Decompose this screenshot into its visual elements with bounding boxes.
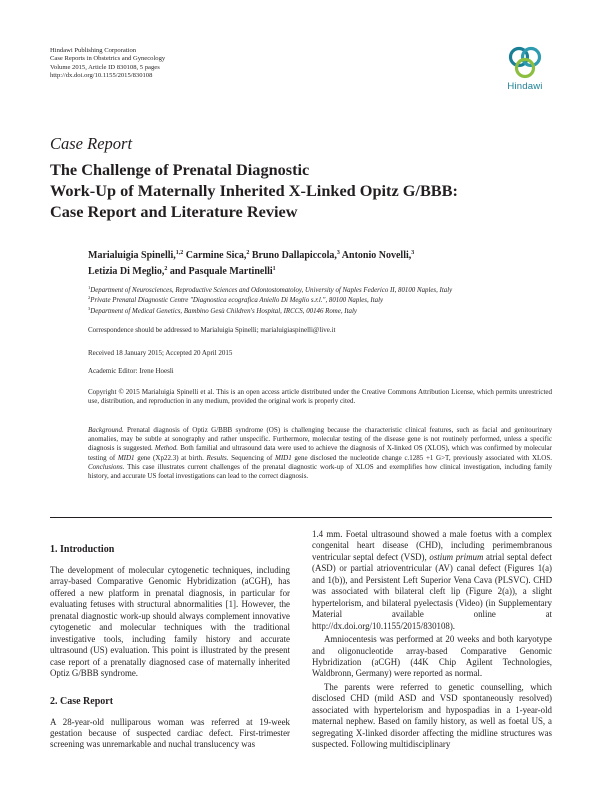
abstract-text: Both familial and ultrasound data were used to achieve the diagnosis of X-linked OS (XLOS), which was confirmed by molecular testing of [88,444,552,462]
affiliation-marker: 1,2 [175,250,184,256]
academic-editor: Academic Editor: Irene Hoesli [88,367,174,375]
body-paragraph: The parents were referred to genetic counselling, which disclosed CHD (mild ASD and VSD spontaneously resolved) associated with hypertelorism and hypospadias in a 1-year-old maternal nephew. Based on family history, as well as foetal US, a segregating X-linked disorder affecting the midline structures was suspected. Following multidisciplinary [312,681,552,750]
affiliation-text: Private Prenatal Diagnostic Centre "Diagnostica ecografica Aniello Di Meglio s.r.l.", 80100 Naples, Italy [90,297,384,304]
article-type: Case Report [50,134,133,153]
abstract-label-results: Results. [206,453,229,462]
author-name[interactable]: Bruno Dallapiccola, [249,250,337,261]
body-paragraph: The development of molecular cytogenetic techniques, including array-based Comparative Genomic Hybridization (aCGH), has offered a new platform in prenatal diagnosis, in particular for evaluating fetuses with structural abnormalities [1]. However, the prenatal diagnostic work-up should always complement innovative cytogenetic and molecular techniques with the traditional investigative tools, including family history and accurate ultrasound (US) evaluation. This point is illustrated by the present case report of a prenatally diagnosed case of maternally inherited Optiz G/BBB syndrome. [50,565,290,679]
author-name[interactable]: Letizia Di Meglio, [88,266,165,277]
publication-info [50,47,310,80]
gene-name: MID1 [274,453,292,462]
copyright-notice: Copyright © 2015 Marialuigia Spinelli et al. This is an open access article distributed under the Creative Commons Attribution License, which permits unrestricted use, distribution, and reproduction in any medium, provided the original work is properly cited. [88,388,552,406]
affiliation-text: Department of Neurosciences, Reproductive Sciences and Odontostomatoloy, University of Naples Federico II, 80100 Naples, Italy [90,287,453,294]
abstract-text: Prenatal diagnosis of Optiz G/BBB syndrome (OS) is challenging because the characteristic clinical features, such as facial and genitourinary anomalies, may be subtle at sonography and rather unspecific. Furthermore, molecular testing of the disease gene is not routinely performed, unless a specific diagnosis is suggested. [88,426,552,453]
affiliation-number: 3 [88,306,91,311]
abstract-label-conclusions: Conclusions. [88,462,125,471]
author-name[interactable]: and Pasquale Martinelli [167,266,273,277]
article-title [50,159,550,222]
affiliation-marker: 2 [246,250,250,256]
abstract-text: Sequencing of [228,453,275,462]
affiliation-marker: 1 [272,266,276,272]
body-paragraph [312,529,552,632]
body-text: atrial septal defect (ASD) or partial atrioventricular (AV) canal defect (Figures 1(a) and 1(b)), and Persistent Left Superior Vena Cava (PLSVC). CHD was associated with bilateral cleft lip (Figure 2(a)), a slight hypertelorism, and bilateral pyelectasis (Video) (in Supplementary Material available online at http://dx.doi.org/10.1155/2015/830108). [312,551,553,631]
abstract [88,426,552,481]
correspondence: Correspondence should be addressed to Marialuigia Spinelli; marialuigiaspinelli@live.it [88,326,336,334]
body-paragraph: Amniocentesis was performed at 20 weeks and both karyotype and oligonucleotide array-based Comparative Genomic Hybridization (aCGH) (44K Chip Agilent Technologies, Waldbronn, Germany) were reported as normal. [312,634,552,679]
abstract-text: gene disclosed the nucleotide change c.1285 +1 G>T, previously associated with XLOS. [291,453,552,462]
author-name[interactable]: Carmine Sica, [183,250,247,261]
body-text: 1.4 mm. Foetal ultrasound showed a male foetus with a complex congenital heart disease (CHD), including perimembranous ventricular septal defect (VSD), [312,529,552,562]
abstract-text: This case illustrates current challenges of the prenatal diagnostic work-up of XLOS and exemplifies how clinical investigation, including family history, and accurate US foetal investigations can lead to the correct diagnosis. [88,462,552,481]
affiliation-2 [88,297,558,305]
affiliation-3 [88,308,558,316]
affiliation-number: 1 [88,285,91,290]
affiliation-text: Department of Medical Genetics, Bambino Gesù Children's Hospital, IRCCS, 00146 Rome, Italy [90,308,357,315]
left-column [50,544,290,751]
abstract-label-background: Background. [88,426,124,434]
doi-link[interactable]: http://dx.doi.org/10.1155/2015/830108 [50,71,153,79]
affiliation-number: 2 [88,295,91,300]
body-text-italic: ostium primum [429,551,484,562]
journal-name: Case Reports in Obstetrics and Gynecology [50,55,166,63]
hindawi-rings-icon [505,44,545,82]
author-list [88,248,548,280]
title-line: Work-Up of Maternally Inherited X-Linked Opitz G/BBB: [50,181,458,200]
gene-name: MID1 [117,453,135,462]
affiliation-1 [88,287,558,295]
affiliation-marker: 2 [164,266,168,272]
abstract-label-method: Method. [154,444,179,453]
affiliation-marker: 3 [411,250,415,256]
abstract-text: gene (Xp22.3) at birth. [134,453,207,462]
author-name[interactable]: Marialuigia Spinelli, [88,250,176,261]
title-line: Case Report and Literature Review [50,202,298,221]
hindawi-logo[interactable] [499,44,551,92]
section-divider [50,517,552,518]
body-paragraph: A 28-year-old nulliparous woman was referred at 19-week gestation because of suspected cardiac defect. First-trimester screening was unremarkable and nuchal translucency was [50,716,290,750]
affiliation-marker: 3 [336,250,340,256]
volume-info: Volume 2015, Article ID 830108, 5 pages [50,63,160,71]
logo-text: Hindawi [507,81,543,92]
title-line: The Challenge of Prenatal Diagnostic [50,160,310,179]
author-name[interactable]: Antonio Novelli, [339,250,412,261]
section-heading-case-report: 2. Case Report [50,695,114,707]
section-heading-introduction: 1. Introduction [50,544,115,555]
publisher-name: Hindawi Publishing Corporation [50,47,137,54]
right-column [312,529,552,751]
received-accepted-dates: Received 18 January 2015; Accepted 20 April 2015 [88,349,233,357]
